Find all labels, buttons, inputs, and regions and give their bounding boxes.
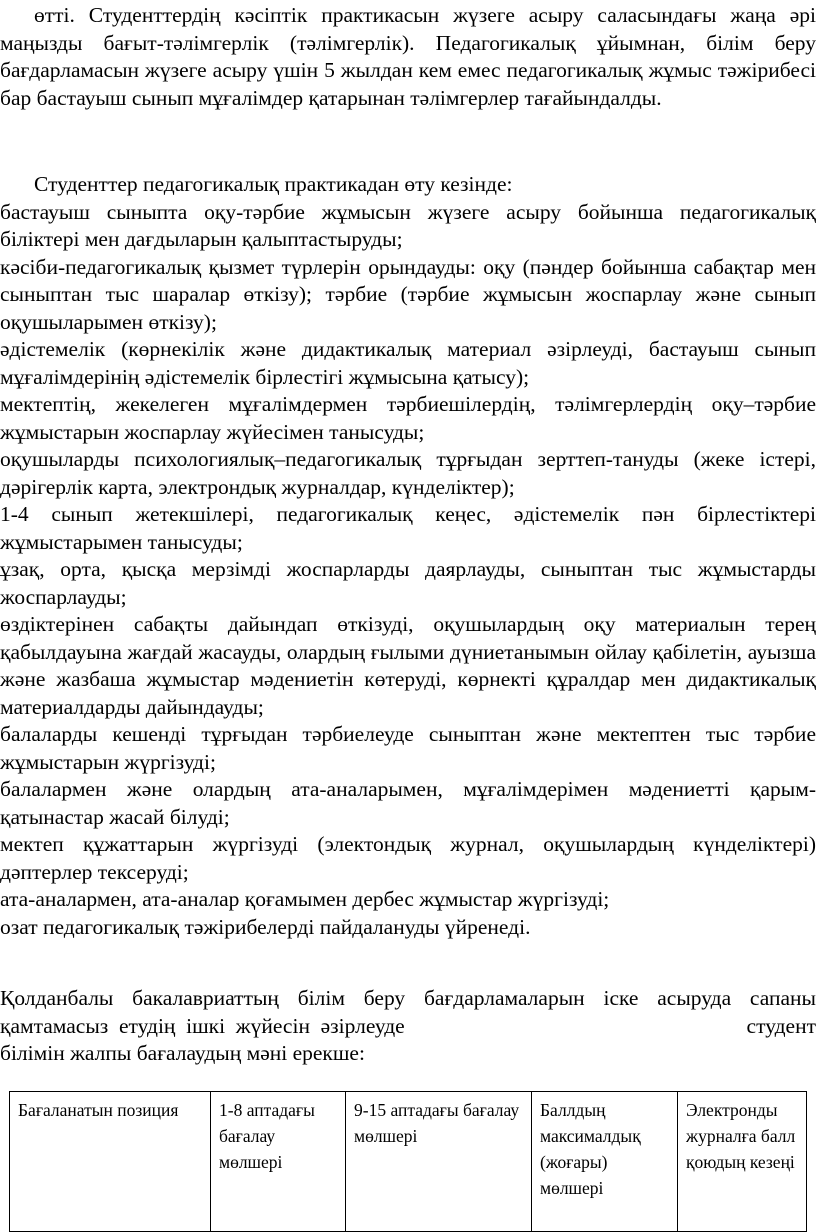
- practice-heading: Студенттер педагогикалық практикадан өту кезінде:: [34, 172, 513, 196]
- practice-item: озат педагогикалық тәжірибелерді пайдалануды үйренеді.: [0, 914, 531, 939]
- assessment-line: қамтамасыз етудің ішкі жүйесін әзірлеуде студент: [0, 1013, 816, 1038]
- practice-item: ұзақ, орта, қысқа мерзімді жоспарларды даярлауды, сыныптан тыс жұмыстарды жоспарлауды;: [0, 557, 816, 609]
- header-cell-weeks-9-15: 9-15 аптадағы бағалау мөлшері: [346, 1092, 532, 1232]
- practice-item: кәсіби-педагогикалық қызмет түрлерін орындауды: оқу (пәндер бойынша сабақтар мен сыныптан тыс шаралар өткізу); тәрбие (тәрбие жұмысын жоспарлау және сынып оқушыларымен өткізу);: [0, 254, 816, 334]
- assessment-line: Қолданбалы бакалавриаттың білім беру бағдарламаларын іске асыруда сапаны: [0, 986, 816, 1010]
- intro-text: өтті. Студенттердің кәсіптік практикасын жүзеге асыру саласындағы жаңа әрі маңызды бағыт-тәлімгерлік (тәлімгерлік). Педагогикалық ұйымнан, білім беру бағдарламасын жүзеге асыру үшін 5 жылдан кем емес педагогикалық жұмыс тәжірибесі бар бастауыш сынып мұғалімдер қатарынан тәлімгерлер тағайындалды.: [0, 3, 816, 110]
- header-cell-max-score: Баллдың максималдық (жоғары) мөлшері: [532, 1092, 678, 1232]
- grading-table-header-row: [10, 1092, 807, 1232]
- header-cell-weeks-1-8: 1-8 аптадағы бағалау мөлшері: [211, 1092, 346, 1232]
- header-cell-journal-period: Электронды журналға балл қоюдың кезеңі: [678, 1092, 807, 1232]
- practice-item: әдістемелік (көрнекілік және дидактикалық материал әзірлеуді, бастауыш сынып мұғалімдерінің әдістемелік бірлестігі жұмысына қатысу);: [0, 337, 816, 389]
- header-cell-position: Бағаланатын позиция: [10, 1092, 211, 1232]
- practice-item: мектептің, жекелеген мұғалімдермен тәрбиешілердің, тәлімгерлердің оқу–тәрбие жұмыстарын жоспарлау жүйесімен танысуды;: [0, 392, 816, 444]
- assessment-line: білімін жалпы бағалаудың мәні ерекше:: [0, 1041, 365, 1065]
- practice-item: ата-аналармен, ата-аналар қоғамымен дербес жұмыстар жүргізуді;: [0, 887, 610, 911]
- practice-item: балаларды кешенді тұрғыдан тәрбиелеуде сыныптан және мектептен тыс тәрбие жұмыстарын жүргізуді;: [0, 722, 816, 774]
- practice-section: [0, 171, 816, 941]
- practice-item: балалармен және олардың ата-аналарымен, мұғалімдерімен мәдениетті қарым-қатынастар жасай білуді;: [0, 777, 816, 829]
- practice-item: 1-4 сынып жетекшілері, педагогикалық кеңес, әдістемелік пән бірлестіктері жұмыстарымен танысуды;: [0, 502, 816, 554]
- intro-paragraph: [0, 2, 816, 112]
- practice-item: оқушыларды психологиялық–педагогикалық тұрғыдан зерттеп-тануды (жеке істері, дәрігерлік карта, электрондық журналдар, күнделіктер);: [0, 447, 816, 499]
- assessment-paragraph: [0, 985, 816, 1068]
- practice-item: мектеп құжаттарын жүргізуді (электондық журнал, оқушылардың күнделіктері) дәптерлер тексеруді;: [0, 832, 816, 884]
- practice-item: бастауыш сыныпта оқу-тәрбие жұмысын жүзеге асыру бойынша педагогикалық біліктері мен дағдыларын қалыптастыруды;: [0, 199, 816, 251]
- grading-table: [9, 1091, 807, 1232]
- practice-item: өздіктерінен сабақты дайындап өткізуді, оқушылардың оқу материалын терең қабылдауына жағдай жасауды, олардың ғылыми дүниетанымын ойлау қабілетін, ауызша және жазбаша жұмыстар мәдениетін көтеруді, көрнекті құралдар мен дидактикалық материалдарды дайындауды;: [0, 612, 816, 719]
